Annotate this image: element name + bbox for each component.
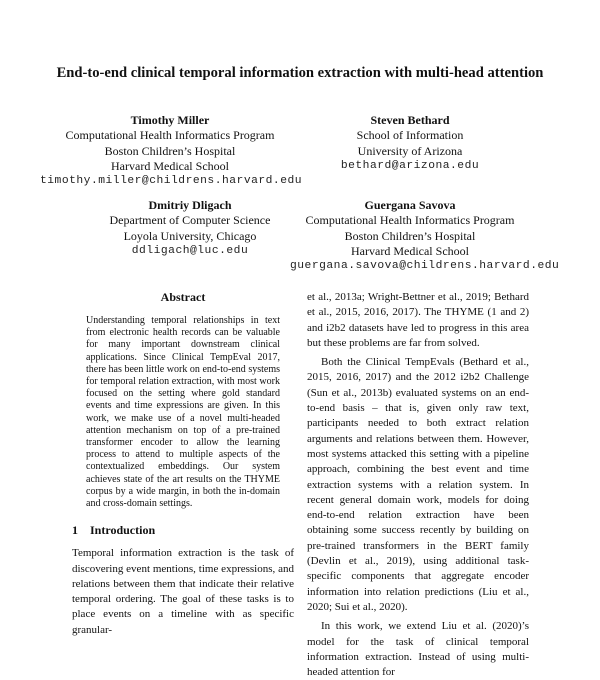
author-affiliation: University of Arizona [357, 143, 463, 158]
body-paragraph: Both the Clinical TempEvals (Bethard et al., 2015, 2016, 2017) and the 2012 i2b2 Challenge (Sun et al., 2013b) evaluated systems on an end-to-end basis – that is, given only raw text, participants needed to both extract relation arguments and relations between them. However, most systems attacked this setting with a pipeline approach, combining the best event and time extraction systems with a relation system. In recent general domain work, models for doing end-to-end relation extraction have been obtaining some success recently by building on pre-trained transformers in the BERT family (Devlin et al., 2019), using additional task-specific components that aggregate encoder information into relation predictions (Liu et al., 2020; Sui et al., 2020). [307, 356, 529, 613]
author-name: Dmitriy Dligach [148, 198, 232, 212]
author-block [290, 198, 560, 274]
author-block [80, 198, 300, 259]
author-affiliation: Harvard Medical School [351, 243, 469, 258]
author-affiliation: Harvard Medical School [111, 158, 229, 173]
author-name: Guergana Savova [364, 198, 456, 212]
abstract-heading: Abstract [160, 290, 206, 304]
body-paragraph: In this work, we extend Liu et al. (2020)’s model for the task of clinical temporal information extraction. Instead of using multi-headed attention for [307, 620, 529, 679]
section-title: Introduction [90, 523, 156, 538]
author-block [40, 113, 303, 189]
author-email[interactable]: guergana.savova@childrens.harvard.edu [290, 260, 560, 273]
author-block [300, 113, 520, 174]
body-paragraph: et al., 2013a; Wright-Bettner et al., 2019; Bethard et al., 2015, 2016, 2017). The THYME (1 and 2) and i2b2 datasets have led to progress in this area but these problems are far from solved. [307, 291, 529, 349]
author-affiliation: Loyola University, Chicago [123, 228, 257, 243]
intro-paragraph: Temporal information extraction is the task of discovering event mentions, time expressions, and relations between them that indicate their relative temporal ordering. The goal of these tasks is to place events on a timeline with as specific granular- [72, 547, 294, 636]
left-column [72, 290, 294, 638]
paper-title: End-to-end clinical temporal information extraction with multi-head attention [56, 65, 544, 81]
author-email[interactable]: timothy.miller@childrens.harvard.edu [40, 175, 303, 188]
author-email[interactable]: ddligach@luc.edu [131, 244, 249, 257]
author-affiliation: Boston Children’s Hospital [344, 228, 476, 243]
author-affiliation: Computational Health Informatics Program [305, 213, 515, 228]
author-affiliation: School of Information [356, 128, 464, 143]
section-number: 1 [72, 523, 78, 538]
author-name: Steven Bethard [370, 113, 450, 127]
author-affiliation: Computational Health Informatics Program [65, 128, 275, 143]
right-column [307, 290, 529, 680]
abstract-text: Understanding temporal relationships in text from electronic health records can be valuable for many important downstream clinical applications. Since Clinical TempEval 2017, there has been little work on end-to-end systems for temporal relation extraction, with most work focused on the setting where gold standard events and time expressions are given. In this work, we make use of a novel multi-headed attention mechanism on top of a pre-trained transformer encoder to allow the learning process to attend to multiple aspects of the contextualized embeddings. Our system achieves state of the art results on the THYME corpus by a wide margin, in both the in-domain and cross-domain settings. [86, 315, 280, 510]
section-heading [72, 523, 294, 538]
author-name: Timothy Miller [130, 113, 210, 127]
author-affiliation: Boston Children’s Hospital [104, 143, 236, 158]
author-affiliation: Department of Computer Science [109, 213, 271, 228]
author-email[interactable]: bethard@arizona.edu [340, 159, 480, 172]
